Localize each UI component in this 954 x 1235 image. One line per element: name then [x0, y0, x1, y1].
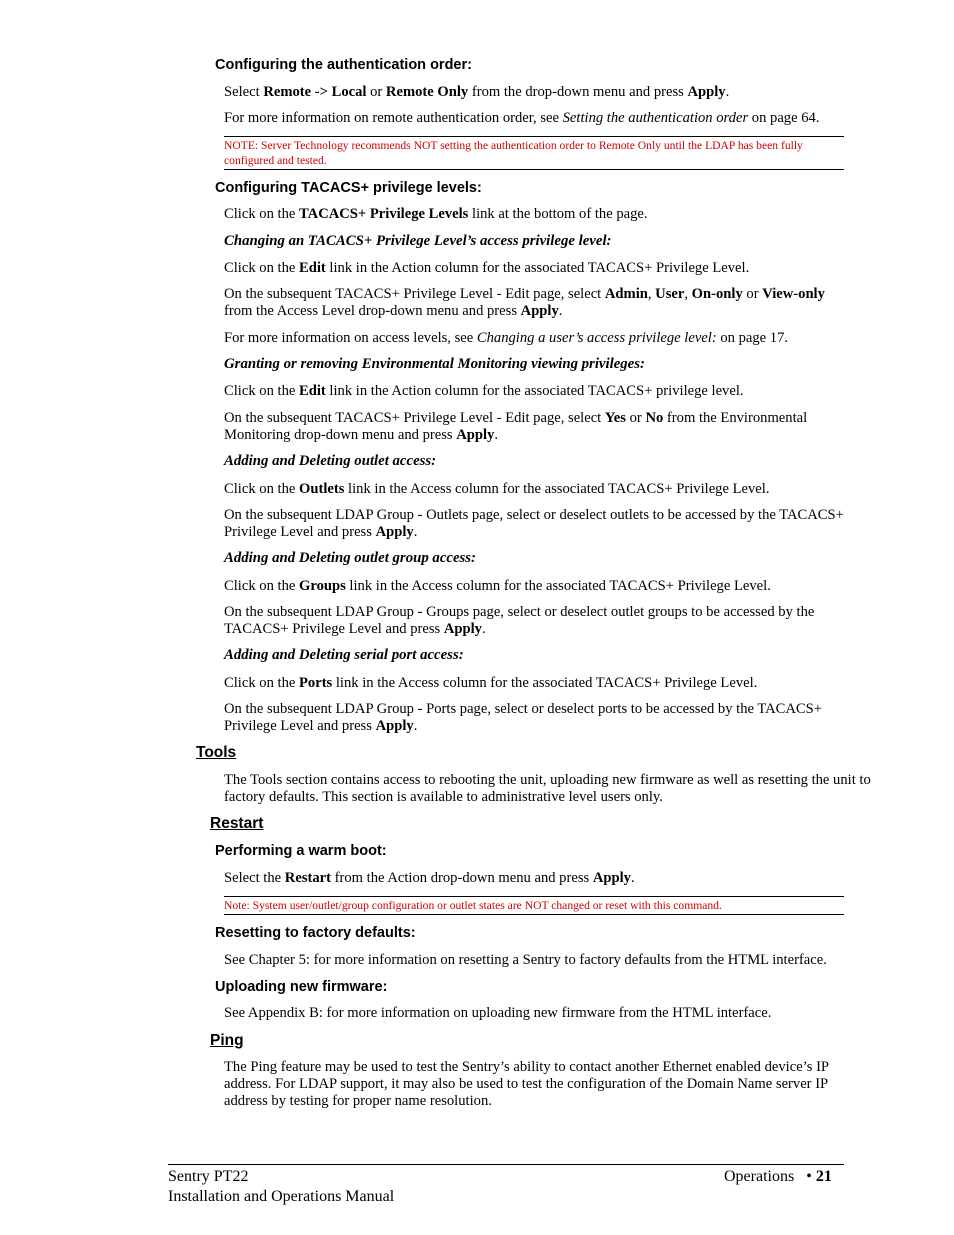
tacacs-sub4-paragraph-1: Click on the Groups link in the Access column for the associated TACACS+ Privilege Level.	[224, 578, 771, 594]
tacacs-sub1-paragraph-1: Click on the Edit link in the Action column for the associated TACACS+ Privilege Level.	[224, 260, 750, 276]
restart-note-bottom-rule	[224, 914, 844, 915]
tacacs-sub3-paragraph-2: On the subsequent LDAP Group - Outlets page, select or deselect outlets to be accessed by the TACACS+ Privilege Level and press Apply.	[224, 507, 844, 540]
tacacs-sub5-heading: Adding and Deleting serial port access:	[224, 647, 464, 663]
factory-defaults-heading: Resetting to factory defaults:	[215, 925, 416, 941]
auth-order-paragraph-2: For more information on remote authentication order, see Setting the authentication order on page 64.	[224, 110, 820, 126]
footer-section-label	[724, 1167, 832, 1187]
firmware-heading: Uploading new firmware:	[215, 979, 388, 995]
warm-boot-heading: Performing a warm boot:	[215, 843, 387, 859]
tacacs-sub2-paragraph-1: Click on the Edit link in the Action column for the associated TACACS+ privilege level.	[224, 383, 744, 399]
tacacs-sub5-paragraph-1: Click on the Ports link in the Access column for the associated TACACS+ Privilege Level.	[224, 675, 758, 691]
tacacs-sub1-paragraph-3: For more information on access levels, see Changing a user’s access privilege level: on page 17.	[224, 330, 789, 346]
tacacs-heading: Configuring TACACS+ privilege levels:	[215, 180, 482, 196]
tacacs-sub2-paragraph-2: On the subsequent TACACS+ Privilege Level - Edit page, select Yes or No from the Environmental Monitoring drop-down menu and press Apply.	[224, 410, 808, 443]
restart-note-top-rule	[224, 896, 844, 897]
restart-note: Note: System user/outlet/group configuration or outlet states are NOT changed or reset with this command.	[224, 899, 722, 912]
factory-defaults-paragraph: See Chapter 5: for more information on resetting a Sentry to factory defaults from the HTML interface.	[224, 952, 827, 968]
note-top-rule	[224, 136, 844, 137]
restart-heading: Restart	[210, 815, 264, 832]
ping-paragraph: The Ping feature may be used to test the Sentry’s ability to contact another Ethernet enabled device’s IP address. For LDAP support, it may also be used to test the configuration of the Domain Name server IP address by testing for proper name resolution.	[224, 1059, 829, 1109]
warm-boot-paragraph: Select the Restart from the Action drop-down menu and press Apply.	[224, 870, 635, 886]
footer-bullet: •	[806, 1168, 812, 1185]
auth-order-heading: Configuring the authentication order:	[215, 57, 472, 73]
auth-order-paragraph-1: Select Remote -> Local or Remote Only from the drop-down menu and press Apply.	[224, 84, 730, 100]
auth-order-note: NOTE: Server Technology recommends NOT setting the authentication order to Remote Only until the LDAP has been fully configured and tested.	[224, 139, 803, 167]
footer-section: Operations	[724, 1168, 795, 1185]
tacacs-sub3-paragraph-1: Click on the Outlets link in the Access column for the associated TACACS+ Privilege Level.	[224, 481, 770, 497]
footer-product: Sentry PT22	[168, 1168, 249, 1185]
footer-manual-title: Installation and Operations Manual	[168, 1188, 395, 1205]
note-bottom-rule	[224, 169, 844, 170]
page-number: 21	[815, 1168, 832, 1185]
footer-rule	[168, 1164, 844, 1165]
tacacs-sub5-paragraph-2: On the subsequent LDAP Group - Ports page, select or deselect ports to be accessed by the TACACS+ Privilege Level and press Apply.	[224, 701, 822, 734]
tacacs-sub2-heading: Granting or removing Environmental Monitoring viewing privileges:	[224, 356, 645, 372]
ping-heading: Ping	[210, 1032, 244, 1049]
tacacs-sub4-heading: Adding and Deleting outlet group access:	[224, 550, 476, 566]
tacacs-sub4-paragraph-2: On the subsequent LDAP Group - Groups page, select or deselect outlet groups to be accessed by the TACACS+ Privilege Level and press Apply.	[224, 604, 815, 637]
tacacs-sub1-paragraph-2: On the subsequent TACACS+ Privilege Level - Edit page, select Admin, User, On-only or View-only from the Access Level drop-down menu and press Apply.	[224, 286, 825, 319]
tacacs-sub3-heading: Adding and Deleting outlet access:	[224, 453, 437, 469]
firmware-paragraph: See Appendix B: for more information on uploading new firmware from the HTML interface.	[224, 1005, 772, 1021]
tacacs-paragraph-1: Click on the TACACS+ Privilege Levels link at the bottom of the page.	[224, 206, 648, 222]
tacacs-sub1-heading: Changing an TACACS+ Privilege Level’s access privilege level:	[224, 233, 612, 249]
tools-heading: Tools	[196, 744, 237, 761]
tools-intro: The Tools section contains access to rebooting the unit, uploading new firmware as well as resetting the unit to factory defaults. This section is available to administrative level users only.	[224, 772, 871, 805]
